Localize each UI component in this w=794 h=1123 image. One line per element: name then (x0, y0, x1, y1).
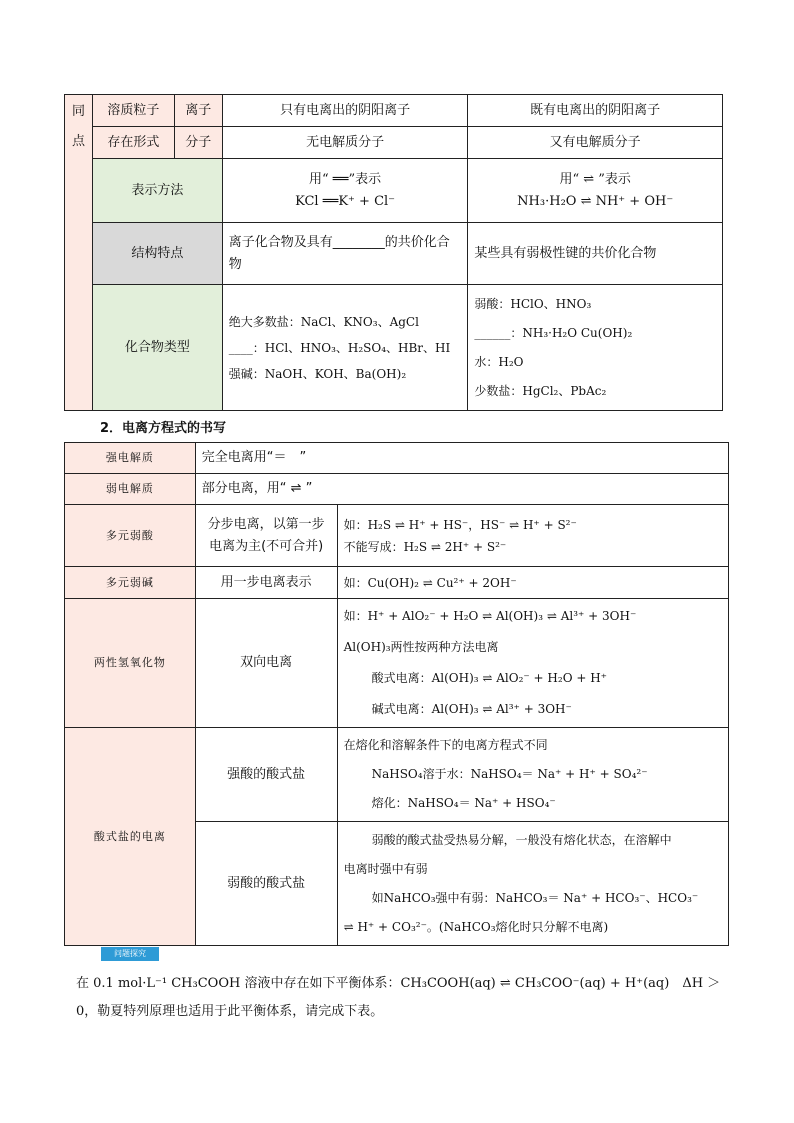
weak-compound-line-4: 少数盐：HgCl₂、PbAc₂ (474, 383, 607, 398)
strong-electrolyte-label: 强电解质 (65, 443, 196, 474)
polyprotic-acid-example-1: 如：H₂S ⇌ H⁺ + HS⁻，HS⁻ ⇌ H⁺ + S²⁻ (343, 517, 577, 532)
weak-acid-salt-line-2: 电离时强中有弱 (343, 861, 428, 876)
strong-ion-cell: 只有电离出的阴阳离子 (222, 95, 468, 127)
weak-compound-line-3: 水：H₂O (474, 354, 524, 369)
amphoteric-hydroxide-example (337, 599, 728, 728)
weak-ion-cell: 既有电离出的阴阳离子 (468, 95, 723, 127)
weak-compound-cell (468, 285, 723, 411)
polyprotic-acid-method-1: 分步电离，以第一步 (207, 516, 325, 532)
polybasic-base-method: 用一步电离表示 (195, 567, 337, 599)
weak-compound-line-2: ______：NH₃·H₂O Cu(OH)₂ (474, 325, 633, 340)
polyprotic-acid-label: 多元弱酸 (65, 505, 196, 567)
amphoteric-line-1: 如：H⁺ + AlO₂⁻ + H₂O ⇌ Al(OH)₃ ⇌ Al³⁺ + 3OH⁻ (343, 609, 637, 623)
polyprotic-acid-method-2: 电离为主(不可合并) (209, 538, 324, 554)
amphoteric-line-4: 碱式电离：Al(OH)₃ ⇌ Al³⁺ + 3OH⁻ (371, 702, 572, 716)
weak-notation-cell (468, 159, 723, 223)
polyprotic-acid-method (195, 505, 337, 567)
strong-acid-salt-line-1: 在熔化和溶解条件下的电离方程式不同 (343, 738, 548, 752)
solute-particle-label: 溶质粒子 (92, 95, 174, 127)
weak-notation-line-1: 用“ ⇌ ”表示 (559, 171, 631, 187)
structure-label: 结构特点 (92, 223, 222, 285)
same-point-label: 同 点 (65, 95, 93, 411)
ion-label: 离子 (174, 95, 222, 127)
amphoteric-hydroxide-method: 双向电离 (195, 599, 337, 728)
weak-acid-salt-text (337, 822, 728, 946)
weak-electrolyte-label: 弱电解质 (65, 474, 196, 505)
strong-structure-cell: 离子化合物及具有________的共价化合物 (222, 223, 468, 285)
strong-molecule-cell: 无电解质分子 (222, 127, 468, 159)
weak-acid-salt-line-3: 如NaHCO₃强中有弱：NaHCO₃＝ Na⁺ + HCO₃⁻、HCO₃⁻ (371, 890, 699, 905)
amphoteric-line-3: 酸式电离：Al(OH)₃ ⇌ AlO₂⁻ + H₂O + H⁺ (371, 671, 608, 685)
strong-compound-cell (222, 285, 468, 411)
strong-acid-salt-line-2: NaHSO₄溶于水：NaHSO₄＝ Na⁺ + H⁺ + SO₄²⁻ (371, 767, 648, 781)
polyprotic-acid-example (337, 505, 728, 567)
strong-compound-line-2: ____：HCl、HNO₃、H₂SO₄、HBr、HI (228, 340, 451, 355)
form-label: 存在形式 (92, 127, 174, 159)
strong-compound-line-3: 强碱：NaOH、KOH、Ba(OH)₂ (228, 366, 407, 381)
comparison-table (64, 94, 723, 411)
strong-acid-salt-text (337, 728, 728, 822)
weak-acid-salt-label: 弱酸的酸式盐 (195, 822, 337, 946)
polyprotic-acid-example-2: 不能写成：H₂S ⇌ 2H⁺ + S²⁻ (343, 539, 507, 554)
amphoteric-line-2: Al(OH)₃两性按两种方法电离 (343, 640, 499, 654)
strong-acid-salt-label: 强酸的酸式盐 (195, 728, 337, 822)
strong-notation-line-2: KCl ══K⁺ + Cl⁻ (295, 193, 396, 209)
weak-structure-cell: 某些具有弱极性键的共价化合物 (468, 223, 723, 285)
weak-electrolyte-text: 部分电离，用“ ⇌ ” (195, 474, 728, 505)
weak-molecule-cell: 又有电解质分子 (468, 127, 723, 159)
strong-compound-line-1: 绝大多数盐：NaCl、KNO₃、AgCl (228, 314, 419, 329)
strong-electrolyte-text: 完全电离用“＝ ” (195, 443, 728, 474)
molecule-label: 分子 (174, 127, 222, 159)
strong-notation-cell (222, 159, 468, 223)
acid-salt-label: 酸式盐的电离 (65, 728, 196, 946)
weak-compound-line-1: 弱酸：HClO、HNO₃ (474, 296, 592, 311)
question-paragraph: 在 0.1 mol·L⁻¹ CH₃COOH 溶液中存在如下平衡体系：CH₃COOH(aq) ⇌ CH₃COO⁻(aq) + H⁺(aq) ΔH ＞0，勒夏特列原理也适用于此平衡体系，请完成下表。 (76, 976, 721, 1019)
polybasic-base-label: 多元弱碱 (65, 567, 196, 599)
weak-acid-salt-line-1: 弱酸的酸式盐受热易分解，一般没有熔化状态，在溶解中 (371, 832, 672, 847)
ionization-table (64, 442, 729, 946)
strong-acid-salt-line-3: 熔化：NaHSO₄＝ Na⁺ + HSO₄⁻ (371, 796, 556, 810)
amphoteric-hydroxide-label: 两性氢氧化物 (65, 599, 196, 728)
weak-acid-salt-line-4: ⇌ H⁺ + CO₃²⁻。(NaHCO₃熔化时只分解不电离) (343, 919, 609, 934)
notation-label: 表示方法 (92, 159, 222, 223)
problem-inquiry-badge: 问题探究 (101, 947, 159, 961)
section-heading: 2．电离方程式的书写 (100, 421, 227, 436)
weak-notation-line-2: NH₃·H₂O ⇌ NH⁺ + OH⁻ (517, 193, 674, 209)
compound-type-label: 化合物类型 (92, 285, 222, 411)
polybasic-base-example: 如：Cu(OH)₂ ⇌ Cu²⁺ + 2OH⁻ (337, 567, 728, 599)
strong-notation-line-1: 用“ ══”表示 (309, 171, 382, 187)
